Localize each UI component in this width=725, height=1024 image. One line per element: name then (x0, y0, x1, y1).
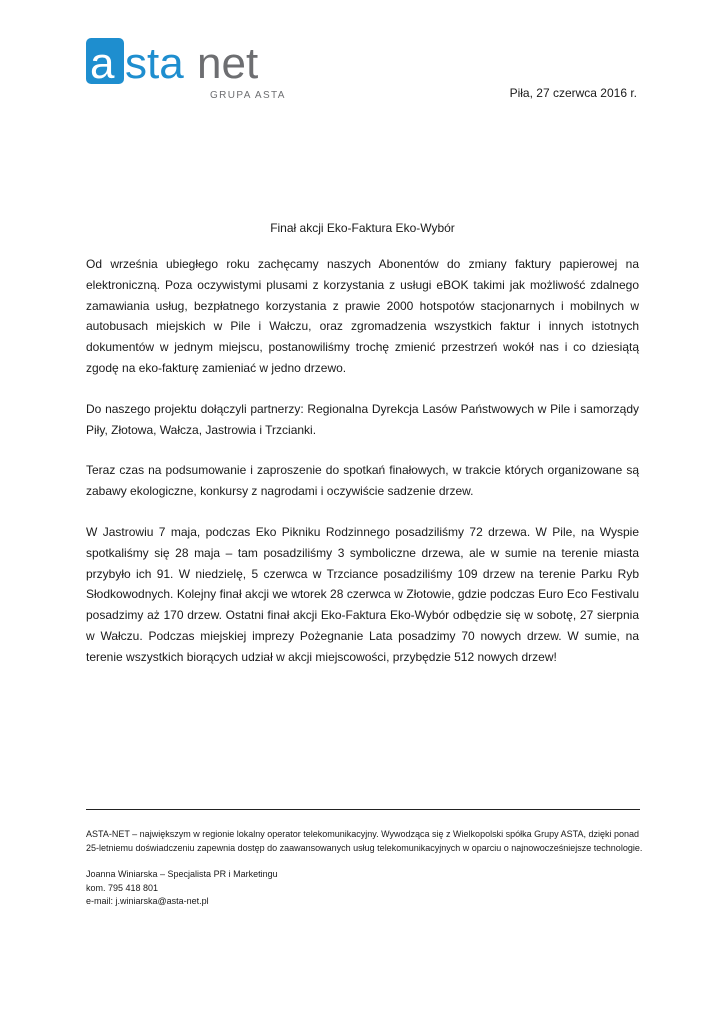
contact-phone: kom. 795 418 801 (86, 882, 159, 893)
astanet-logo-graphic (86, 38, 286, 88)
contact-email: e-mail: j.winiarska@asta-net.pl (86, 896, 209, 906)
logo-subtitle: GRUPA ASTA (210, 90, 286, 101)
logo-text-net: net (197, 39, 259, 88)
footer-contact (86, 868, 646, 909)
footer-divider (86, 809, 640, 810)
paragraph: Teraz czas na podsumowanie i zaproszenie do spotkań finałowych, w trakcie których organizowane są zabawy ekologiczne, konkursy z nagrodami i oczywiście sadzenie drzew. (86, 463, 639, 499)
letter-body (86, 254, 639, 688)
logo-badge-letter: a (90, 39, 115, 88)
letter-title: Finał akcji Eko-Faktura Eko-Wybór (270, 221, 455, 235)
footer-about: ASTA-NET – największym w regionie lokalny operator telekomunikacyjny. Wywodząca się z Wielkopolski spółka Grupy ASTA, dzięki ponad 25-letniemu doświadczeniu zapewnia dostęp do zaawansowanych usług telekomunikacyjnych w oparciu o najnowocześniejsze technologie. (86, 829, 643, 853)
contact-name: Joanna Winiarska – Specjalista PR i Marketingu (86, 869, 278, 879)
letter-date: Piła, 27 czerwca 2016 r. (509, 86, 637, 100)
footer (86, 828, 646, 909)
paragraph: Od września ubiegłego roku zachęcamy naszych Abonentów do zmiany faktury papierowej na elektroniczną. Poza oczywistymi plusami z korzystania z usługi eBOK takimi jak możliwość zdalnego zamawiania usług, bezpłatnego korzystania z prawie 2000 hotspotów stacjonarnych i mobilnych w autobusach miejskich w Pile i Wałczu, oraz zgromadzenia wszystkich faktur i innych istotnych dokumentów w jednym miejscu, postanowiliśmy trochę zmienić przestrzeń wokół nas i co dziesiątą zgodę na eko-fakturę zamieniać w jedno drzewo. (86, 257, 639, 375)
paragraph: Do naszego projektu dołączyli partnerzy: Regionalna Dyrekcja Lasów Państwowych w Pile i samorządy Piły, Złotowa, Wałcza, Jastrowia i Trzcianki. (86, 401, 639, 437)
logo-text-sta: sta (125, 39, 184, 88)
paragraph: W Jastrowiu 7 maja, podczas Eko Pikniku Rodzinnego posadziliśmy 72 drzewa. W Pile, na Wyspie spotkaliśmy się 28 maja – tam posadziliśmy 3 symboliczne drzewa, ale w sumie na terenie miasta przybyło ich 91. W niedzielę, 5 czerwca w Trzciance posadziliśmy 109 drzew na terenie Parku Ryb Słodkowodnych. Kolejny finał akcji we wtorek 28 czerwca w Złotowie, gdzie podczas Euro Eco Festivalu posadzimy aż 170 drzew. Ostatni finał akcji Eko-Faktura Eko-Wybór odbędzie się w sobotę, 27 sierpnia w Wałczu. Podczas miejskiej imprezy Pożegnanie Lata posadzimy 70 nowych drzew. W sumie, na terenie wszystkich biorących udział w akcji miejscowości, przybędzie 512 nowych drzew! (86, 524, 639, 664)
company-logo (86, 38, 286, 104)
